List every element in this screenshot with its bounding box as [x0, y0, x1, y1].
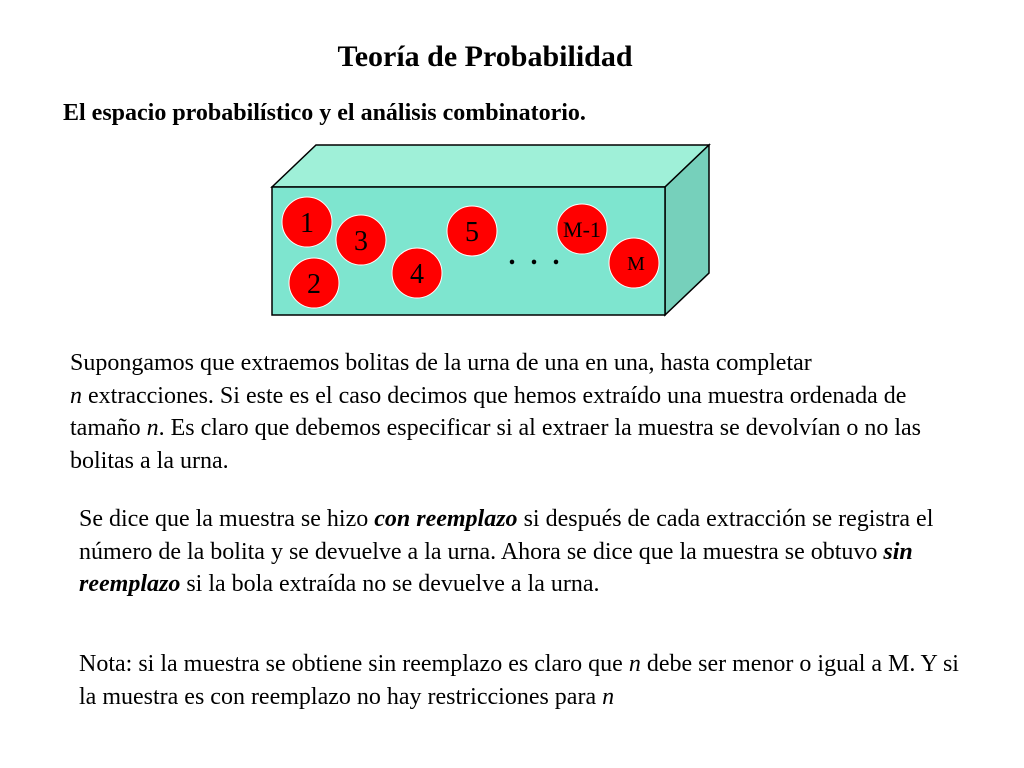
paragraph-nota [79, 648, 979, 713]
ball-m-minus-1 [557, 204, 607, 254]
paragraph-reemplazo [79, 503, 989, 601]
variable-n: n [602, 683, 615, 710]
ball-label: M-1 [563, 217, 601, 242]
ball-label: 2 [307, 269, 321, 300]
page-title: Teoría de Probabilidad [337, 40, 633, 73]
p1-text-b: extracciones. Si este es el caso decimos que hemos extraído una muestra ordenada de tamaño [70, 382, 907, 441]
variable-n: n [628, 651, 641, 677]
p3-text-b: debe ser menor o igual a M. Y si la muestra es con reemplazo no hay restricciones para [79, 651, 959, 710]
term-sin-reemplazo: sin reemplazo [79, 538, 913, 597]
ball-3 [336, 215, 386, 265]
ball-label: 1 [300, 208, 314, 239]
ball-label: 5 [465, 217, 479, 248]
ball-label: 3 [354, 226, 368, 257]
ball-m [609, 238, 659, 288]
p2-text-c: si después de cada extracción se registra el número de la bolita y se devuelve a la urna. Ahora se dice que la muestra se obtuvo [79, 506, 934, 565]
term-con-reemplazo: con reemplazo [374, 506, 518, 532]
ball-label: 4 [410, 259, 424, 290]
ball-1 [282, 197, 332, 247]
paragraph-muestra-ordenada [70, 347, 970, 477]
ball-label: M [627, 253, 645, 275]
variable-n: n [70, 382, 82, 409]
ellipsis: . . . [508, 240, 564, 271]
ball-2 [289, 258, 339, 308]
p2-text-e: si la bola extraída no se devuelve a la urna. [180, 571, 600, 597]
p1-text-a: Supongamos que extraemos bolitas de la urna de una en una, hasta completar [70, 350, 812, 376]
ball-4 [392, 248, 442, 298]
p2-text-a: Se dice que la muestra se hizo [79, 506, 375, 532]
variable-n: n [146, 415, 159, 441]
p1-text-c: . Es claro que debemos especificar si al extraer la muestra se devolvían o no las bolitas a la urna. [70, 415, 922, 474]
p3-text-a: Nota: si la muestra se obtiene sin reemplazo es claro que [79, 651, 629, 677]
ball-5 [447, 206, 497, 256]
urn-top-face [272, 145, 709, 187]
page-subtitle: El espacio probabilístico y el análisis combinatorio. [63, 100, 586, 126]
